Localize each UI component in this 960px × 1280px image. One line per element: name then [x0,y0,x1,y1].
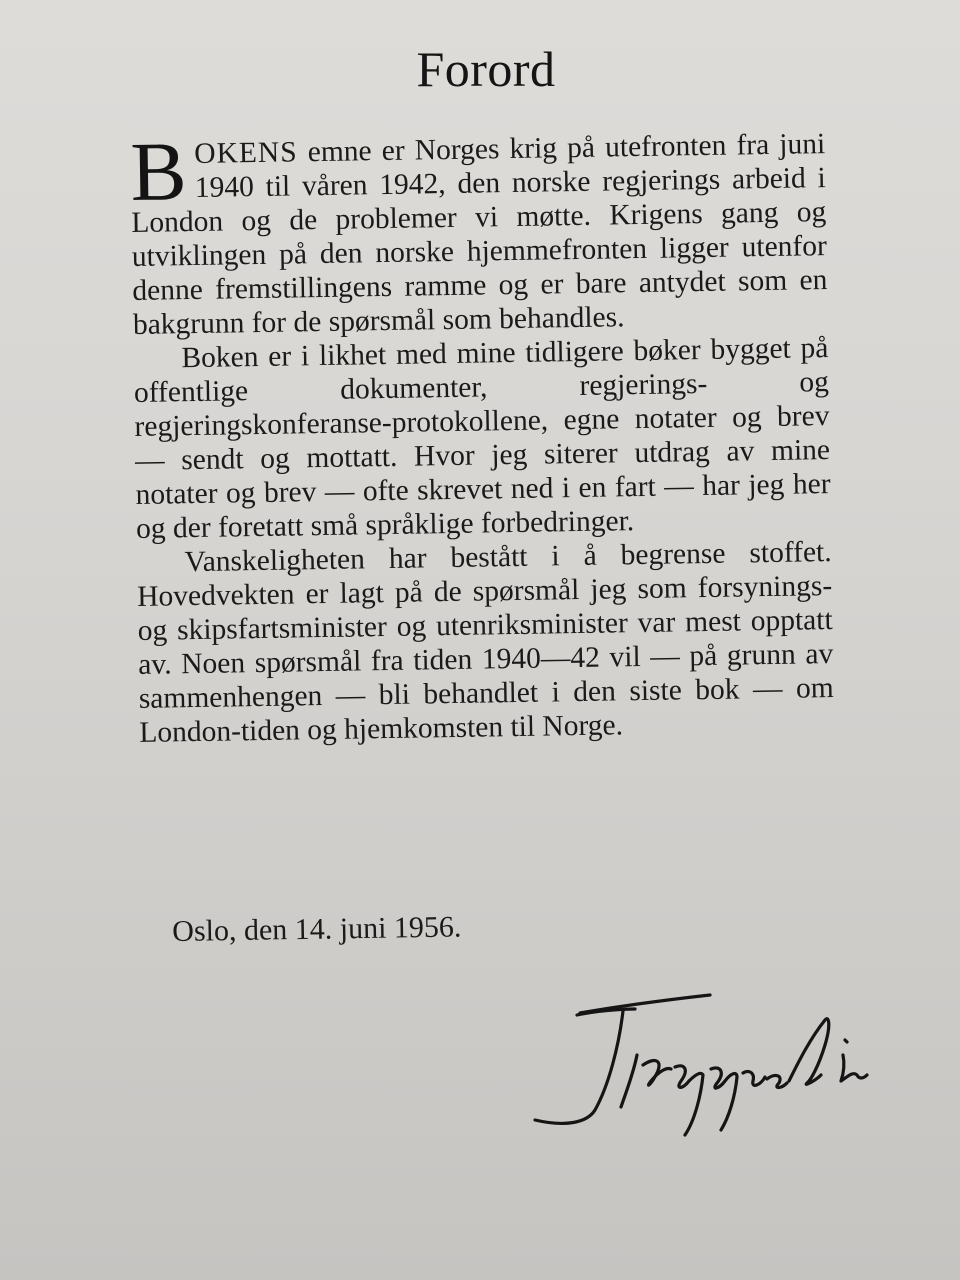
paragraph-3: Vanskeligheten har bestått i å begrense stoffet. Hovedvekten er lagt på de spørsmål jeg som forsynings- og skipsfartsminister og utenriksminister var mest opptatt av. Noen spørsmål fra tiden 1940—42 vil — på grunn av sammenhengen — bli behandlet i den siste bok — om London-tiden og hjemkomsten til Norge. [136,536,834,749]
paragraph-2: Boken er i likhet med mine tidligere bøker bygget på offentlige dokumenter, regjerings- og regjeringskonferanse-protokollene, egne notater og brev — sendt og mottatt. Hvor jeg siterer utdrag av mine notater og brev — ofte skrevet ned i en fart — har jeg her og der foretatt små språklige forbedringer. [133,332,831,545]
paragraph-1-text: emne er Norges krig på utefronten fra juni 1940 til våren 1942, den norske regjerings arbeid i London og de problemer vi møtte. Krigens gang og utviklingen på den norske hjemmefronten ligger utenfor denne fremstillingens ramme og er bare antydet som en bakgrunn for de spørsmål som behandles. [131,128,828,341]
drop-cap: B [129,125,188,219]
paragraph-1 [130,127,828,342]
page-title: Forord [416,41,556,97]
handwritten-signature-icon [525,985,895,1155]
dateline: Oslo, den 14. juni 1956. [172,910,462,948]
preface-body [130,127,835,750]
small-caps-word: OKENS [194,136,298,170]
